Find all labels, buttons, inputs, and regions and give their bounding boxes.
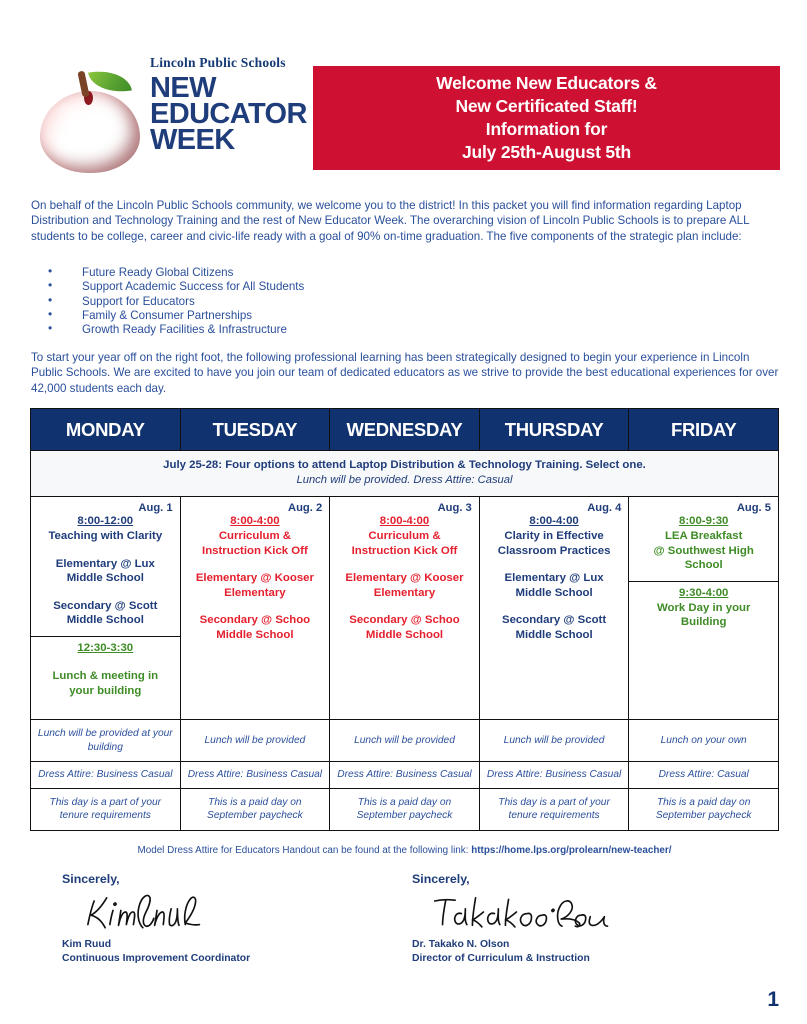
signer-title: Director of Curriculum & Instruction	[412, 952, 590, 964]
table-row	[31, 762, 779, 789]
lunch-note: Lunch will be provided	[180, 720, 330, 762]
list-item: • Future Ready Global Citizens	[48, 266, 548, 279]
banner-line-1: Welcome New Educators &	[436, 73, 657, 93]
intro-paragraph-1: On behalf of the Lincoln Public Schools community, we welcome you to the district! In this packet you will find information regarding Laptop Distribution and Technology Training and the rest of New Educator Week. The overarching vision of Lincoln Public Schools is to prepare ALL students to be college, career and civic-life ready with a goal of 90% on-time graduation. The five components of the strategic plan include:	[31, 199, 750, 243]
page-number: 1	[767, 988, 779, 1011]
table-row	[31, 497, 779, 720]
schedule-segment: Aug. 3 8:00-4:00 Curriculum & Instruction Kick Off Elementary @ Kooser Elementary Secondary @ Schoo Middle School	[330, 497, 479, 651]
lunch-note: Lunch will be provided	[330, 720, 480, 762]
laptop-training-notice	[31, 451, 779, 497]
lunch-note: Lunch will be provided	[479, 720, 629, 762]
column-header-wednesday: WEDNESDAY	[330, 409, 480, 451]
dress-attire-note: Dress Attire: Business Casual	[31, 762, 181, 789]
notice-italic-text: Lunch will be provided. Dress Attire: Casual	[296, 474, 513, 486]
pay-note: This is a paid day on September paycheck	[330, 788, 480, 830]
banner-line-4: July 25th-August 5th	[461, 142, 632, 162]
segment-time: 8:00-9:30	[678, 515, 729, 527]
schedule-segment: Aug. 5 8:00-9:30 LEA Breakfast @ Southwest High School	[629, 497, 778, 581]
list-item: • Support for Educators	[48, 295, 548, 308]
signature-block-kim-ruud	[62, 872, 392, 965]
logo-line-new: NEW	[150, 72, 216, 104]
segment-time: 8:00-4:00	[379, 515, 430, 527]
schedule-segment: Aug. 2 8:00-4:00 Curriculum & Instruction Kick Off Elementary @ Kooser Elementary Secondary @ Schoo Middle School	[181, 497, 330, 651]
segment-time: 12:30-3:30	[77, 641, 134, 654]
schedule-segment: Aug. 1 8:00-12:00 Teaching with Clarity Elementary @ Lux Middle School Secondary @ Scott Middle School	[31, 497, 180, 636]
signature-block-takako-olson	[412, 872, 742, 965]
table-header-row	[31, 409, 779, 451]
date-label: Aug. 3	[437, 502, 472, 514]
schedule-segment: 12:30-3:30 Lunch & meeting in your building	[31, 636, 180, 719]
dress-attire-note: Dress Attire: Casual	[629, 762, 779, 789]
list-item: • Support Academic Success for All Students	[48, 280, 548, 293]
column-header-friday: FRIDAY	[629, 409, 779, 451]
signature-image-takako-olson	[430, 890, 611, 934]
list-item: • Family & Consumer Partnerships	[48, 309, 548, 322]
pay-note: This day is a part of your tenure requirements	[479, 788, 629, 830]
date-label: Aug. 2	[288, 502, 323, 514]
day-cell-tuesday	[180, 497, 330, 720]
dress-attire-note: Dress Attire: Business Casual	[330, 762, 480, 789]
pay-note: This day is a part of your tenure requirements	[31, 788, 181, 830]
schedule-segment: 9:30-4:00 Work Day in your Building	[629, 581, 778, 719]
table-row	[31, 720, 779, 762]
dress-attire-link-line	[30, 845, 779, 856]
pay-note: This is a paid day on September paycheck	[180, 788, 330, 830]
date-label: Aug. 4	[587, 502, 622, 514]
intro-paragraph-2: To start your year off on the right foot, the following professional learning has been strategically designed to begin your experience in Lincoln Public Schools. We are excited to have you join our team of dedicated educators as we strive to provide the best educational experiences for over 42,000 students each day.	[31, 351, 779, 395]
lps-new-educator-week-logo	[38, 55, 307, 177]
list-item: • Growth Ready Facilities & Infrastructure	[48, 323, 548, 336]
segment-time: 8:00-12:00	[77, 515, 134, 527]
table-row	[31, 788, 779, 830]
column-header-monday: MONDAY	[31, 409, 181, 451]
strategic-plan-bullet-list	[48, 266, 548, 337]
logo-wordmark	[150, 72, 307, 156]
banner-line-3: Information for	[485, 119, 608, 139]
day-cell-monday	[31, 497, 181, 720]
table-notice-row	[31, 451, 779, 497]
closing-word: Sincerely,	[412, 872, 470, 886]
district-name: Lincoln Public Schools	[150, 55, 286, 70]
date-label: Aug. 1	[138, 502, 173, 514]
segment-time: 9:30-4:00	[678, 586, 729, 599]
day-cell-thursday	[479, 497, 629, 720]
closing-word: Sincerely,	[62, 872, 120, 886]
logo-line-educator: EDUCATOR	[150, 98, 307, 130]
welcome-banner	[313, 66, 780, 170]
signer-name: Dr. Takako N. Olson	[412, 939, 510, 950]
link-line-text: Model Dress Attire for Educators Handout can be found at the following link:	[137, 845, 472, 856]
document-header	[0, 50, 807, 180]
column-header-thursday: THURSDAY	[479, 409, 629, 451]
day-cell-wednesday	[330, 497, 480, 720]
dress-attire-handout-link[interactable]: https://home.lps.org/prolearn/new-teacher/	[471, 845, 672, 856]
lunch-note: Lunch will be provided at your building	[31, 720, 181, 762]
date-label: Aug. 5	[736, 502, 771, 514]
dress-attire-note: Dress Attire: Business Casual	[180, 762, 330, 789]
signer-title: Continuous Improvement Coordinator	[62, 952, 251, 964]
signature-image-kim-ruud	[80, 890, 237, 934]
lunch-note: Lunch on your own	[629, 720, 779, 762]
notice-bold-text: July 25-28: Four options to attend Laptop Distribution & Technology Training. Select one.	[163, 459, 646, 471]
logo-line-week: WEEK	[150, 124, 235, 156]
schedule-segment: Aug. 4 8:00-4:00 Clarity in Effective Classroom Practices Elementary @ Lux Middle School Secondary @ Scott Middle School	[480, 497, 629, 651]
segment-time: 8:00-4:00	[230, 515, 280, 527]
day-cell-friday	[629, 497, 779, 720]
column-header-tuesday: TUESDAY	[180, 409, 330, 451]
dress-attire-note: Dress Attire: Business Casual	[479, 762, 629, 789]
banner-line-2: New Certificated Staff!	[455, 96, 638, 116]
apple-logo-icon	[38, 69, 142, 173]
segment-time: 8:00-4:00	[529, 515, 579, 527]
pay-note: This is a paid day on September paycheck	[629, 788, 779, 830]
signer-name: Kim Ruud	[62, 939, 112, 950]
week-schedule-table	[30, 408, 779, 831]
